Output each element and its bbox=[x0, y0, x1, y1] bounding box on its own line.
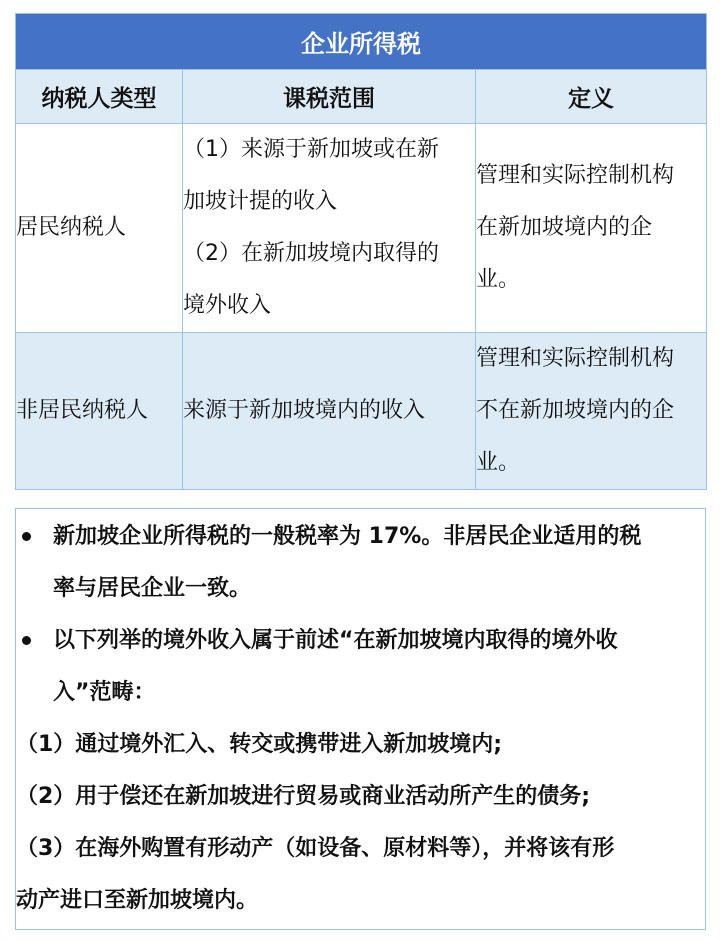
scope-line: 来源于新加坡境内的收入 bbox=[183, 398, 426, 423]
definition-line: 在新加坡境内的企 bbox=[476, 215, 653, 240]
definition-line: 不在新加坡境内的企 bbox=[476, 398, 675, 423]
header-tax-scope: 课税范围 bbox=[183, 70, 476, 124]
header-taxpayer-type: 纳税人类型 bbox=[16, 70, 183, 124]
taxpayer-type-cell: 居民纳税人 bbox=[16, 124, 183, 333]
definition-cell bbox=[476, 124, 707, 333]
scope-line: （1）来源于新加坡或在新 bbox=[183, 137, 439, 162]
notes-box bbox=[15, 508, 706, 930]
note-line: 率与居民企业一致。 bbox=[53, 576, 252, 601]
definition-cell bbox=[476, 333, 707, 490]
taxpayer-type-cell: 非居民纳税人 bbox=[16, 333, 183, 490]
note-line: 新加坡企业所得税的一般税率为 17%。非居民企业适用的税 bbox=[53, 524, 642, 549]
definition-line: 业。 bbox=[476, 450, 521, 475]
scope-line: 境外收入 bbox=[183, 293, 272, 318]
bullet-icon bbox=[22, 532, 31, 541]
tax-scope-cell bbox=[183, 333, 476, 490]
scope-line: （2）在新加坡境内取得的 bbox=[183, 241, 439, 266]
definition-line: 管理和实际控制机构 bbox=[476, 163, 675, 188]
bullet-icon bbox=[22, 636, 31, 645]
scope-line: 加坡计提的收入 bbox=[183, 189, 338, 214]
table-row bbox=[16, 124, 707, 333]
definition-line: 业。 bbox=[476, 267, 521, 292]
tax-scope-cell bbox=[183, 124, 476, 333]
table-title: 企业所得税 bbox=[16, 14, 707, 70]
note-item: （3）在海外购置有形动产（如设备、原材料等），并将该有形 bbox=[16, 836, 615, 861]
definition-line: 管理和实际控制机构 bbox=[476, 346, 675, 371]
note-line: 入”范畴： bbox=[53, 680, 156, 705]
table-row bbox=[16, 333, 707, 490]
note-item: 动产进口至新加坡境内。 bbox=[16, 888, 259, 913]
note-line: 以下列举的境外收入属于前述“在新加坡境内取得的境外收 bbox=[53, 628, 618, 653]
corporate-income-tax-table bbox=[15, 13, 707, 490]
header-definition: 定义 bbox=[476, 70, 707, 124]
note-item: （2）用于偿还在新加坡进行贸易或商业活动所产生的债务; bbox=[16, 784, 591, 809]
note-item: （1）通过境外汇入、转交或携带进入新加坡境内; bbox=[16, 732, 503, 757]
